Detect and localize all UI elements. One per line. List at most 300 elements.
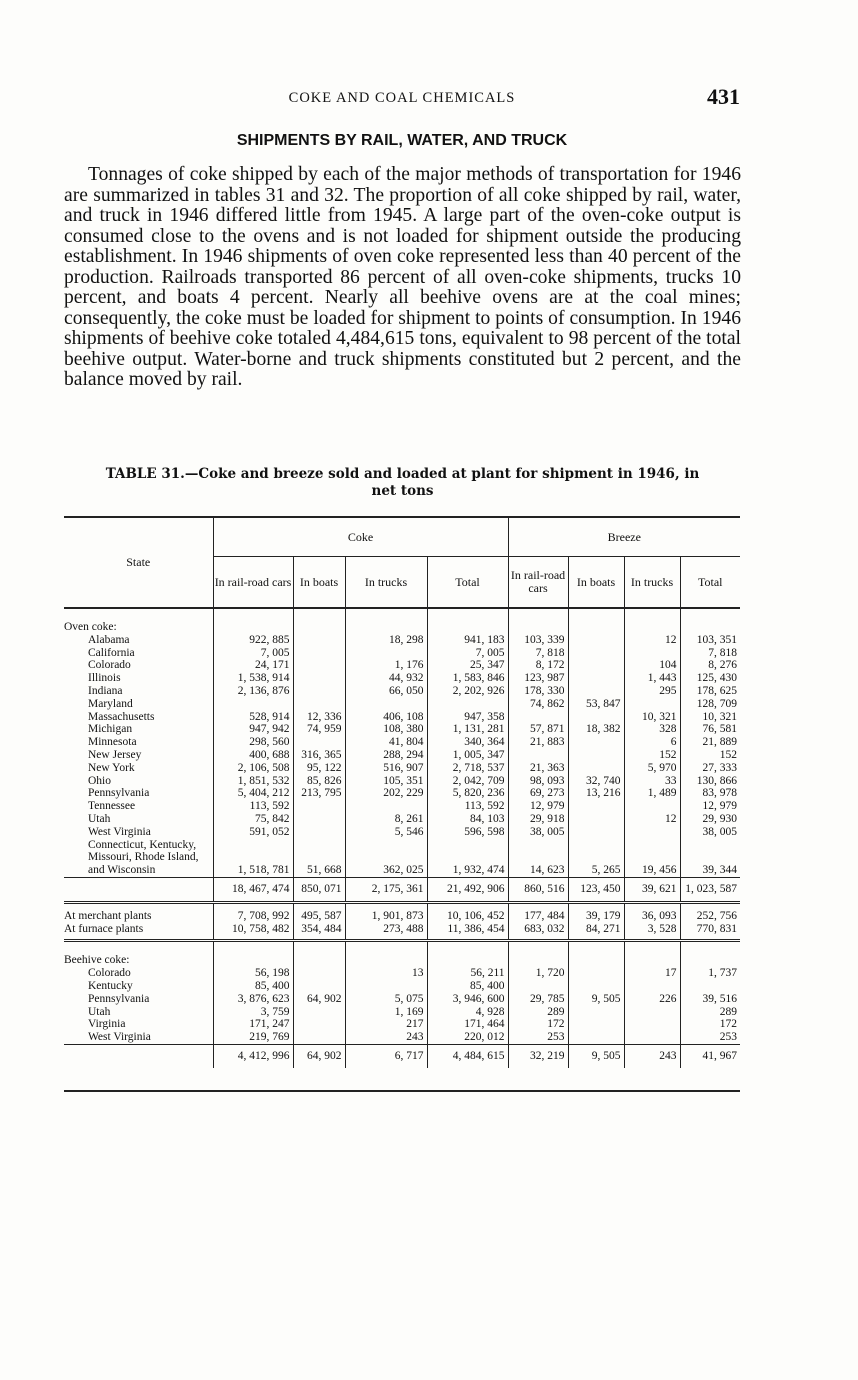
table-cell: 33 <box>624 775 680 788</box>
table-cell: 18, 382 <box>568 723 624 736</box>
table-cell: 7, 708, 992 <box>213 902 293 922</box>
table-cell: 2, 175, 361 <box>345 877 427 902</box>
running-title: COKE AND COAL CHEMICALS <box>288 90 516 106</box>
table-cell <box>568 967 624 980</box>
table-cell <box>624 826 680 839</box>
table-cell: 4, 928 <box>427 1006 508 1019</box>
table-cell: 11, 386, 454 <box>427 923 508 941</box>
table-cell: 10, 106, 452 <box>427 902 508 922</box>
group-label-row <box>64 608 740 634</box>
table-cell: 226 <box>624 993 680 1006</box>
table-cell: 95, 122 <box>293 762 345 775</box>
table-cell: 941, 183 <box>427 634 508 647</box>
table-cell: 1, 737 <box>680 967 740 980</box>
table-cell: 528, 914 <box>213 711 293 724</box>
table-cell: 2, 136, 876 <box>213 685 293 698</box>
table-caption-line2: net tons <box>371 483 434 499</box>
table-cell: 516, 907 <box>345 762 427 775</box>
table-cell: 495, 587 <box>293 902 345 922</box>
table-cell: 85, 826 <box>293 775 345 788</box>
table-cell: 64, 902 <box>293 1044 345 1067</box>
table-cell: 105, 351 <box>345 775 427 788</box>
table-cell: 66, 050 <box>345 685 427 698</box>
section-heading: SHIPMENTS BY RAIL, WATER, AND TRUCK <box>236 132 568 149</box>
table-cell: 5, 075 <box>345 993 427 1006</box>
table-cell: 113, 592 <box>213 800 293 813</box>
table-cell: 947, 358 <box>427 711 508 724</box>
row-label: Massachusetts <box>88 710 155 723</box>
row-label: Oven coke: <box>64 621 117 633</box>
table-cell: 18, 467, 474 <box>213 877 293 902</box>
row-label: Utah <box>88 812 111 825</box>
table-cell: 4, 484, 615 <box>427 1044 508 1067</box>
table-cell: 2, 202, 926 <box>427 685 508 698</box>
table-cell: 74, 862 <box>508 698 568 711</box>
table-row <box>64 723 740 736</box>
table-cell: 24, 171 <box>213 659 293 672</box>
table-cell: 21, 363 <box>508 762 568 775</box>
table-cell: 596, 598 <box>427 826 508 839</box>
table-row <box>64 634 740 647</box>
group-label-row <box>64 941 740 967</box>
table-cell: 1, 851, 532 <box>213 775 293 788</box>
table-row <box>64 711 740 724</box>
table-cell: 1, 583, 846 <box>427 672 508 685</box>
table-cell: 76, 581 <box>680 723 740 736</box>
table-cell <box>568 672 624 685</box>
table-cell: 252, 756 <box>680 902 740 922</box>
table-cell: 340, 364 <box>427 736 508 749</box>
table-row <box>64 775 740 788</box>
table-cell: 75, 842 <box>213 813 293 826</box>
table-cell <box>568 608 624 634</box>
table-cell: 6 <box>624 736 680 749</box>
table-cell: 51, 668 <box>293 839 345 878</box>
column-header: In boats <box>293 557 345 609</box>
table-cell: 5, 970 <box>624 762 680 775</box>
table-cell: 53, 847 <box>568 698 624 711</box>
table-cell <box>568 980 624 993</box>
table-cell <box>213 941 293 967</box>
table-cell: 2, 718, 537 <box>427 762 508 775</box>
table-cell: 289 <box>508 1006 568 1019</box>
table-cell <box>568 1006 624 1019</box>
table-cell: 128, 709 <box>680 698 740 711</box>
table-cell: 8, 261 <box>345 813 427 826</box>
table-row <box>64 923 740 941</box>
table-cell <box>680 608 740 634</box>
table-cell <box>427 608 508 634</box>
running-header <box>64 84 740 112</box>
table-cell: 12 <box>624 813 680 826</box>
table-cell: 12, 979 <box>508 800 568 813</box>
row-label: At furnace plants <box>64 923 213 941</box>
row-label: Indiana <box>88 684 123 697</box>
table-cell: 316, 365 <box>293 749 345 762</box>
table-cell: 172 <box>508 1018 568 1031</box>
table-cell <box>293 647 345 660</box>
table-cell: 1, 932, 474 <box>427 839 508 878</box>
breeze-group-header: Breeze <box>508 517 740 557</box>
table-cell: 41, 804 <box>345 736 427 749</box>
table-cell: 178, 625 <box>680 685 740 698</box>
table-cell: 3, 759 <box>213 1006 293 1019</box>
table-cell: 683, 032 <box>508 923 568 941</box>
table-body <box>64 608 740 1068</box>
table-cell <box>508 941 568 967</box>
table-cell: 38, 005 <box>508 826 568 839</box>
table-cell: 38, 005 <box>680 826 740 839</box>
table-cell: 5, 546 <box>345 826 427 839</box>
table-cell: 1, 005, 347 <box>427 749 508 762</box>
table-cell: 1, 720 <box>508 967 568 980</box>
table-cell <box>624 1006 680 1019</box>
table-cell: 123, 987 <box>508 672 568 685</box>
row-label: Colorado <box>88 659 131 672</box>
table-cell <box>508 749 568 762</box>
table-row <box>64 672 740 685</box>
table-row <box>64 980 740 993</box>
table-cell: 295 <box>624 685 680 698</box>
table-row <box>64 1031 740 1044</box>
table-row <box>64 736 740 749</box>
table-cell: 1, 176 <box>345 659 427 672</box>
table-cell: 12, 336 <box>293 711 345 724</box>
table-cell: 289 <box>680 1006 740 1019</box>
table-cell: 5, 820, 236 <box>427 787 508 800</box>
table-cell: 1, 443 <box>624 672 680 685</box>
table-cell <box>568 736 624 749</box>
table-cell <box>345 698 427 711</box>
table-cell: 39, 344 <box>680 839 740 878</box>
table-cell: 922, 885 <box>213 634 293 647</box>
table-cell <box>680 980 740 993</box>
table-cell: 7, 818 <box>508 647 568 660</box>
table-cell <box>293 698 345 711</box>
table-bottom-rule <box>64 1090 740 1092</box>
table-cell: 770, 831 <box>680 923 740 941</box>
table-row <box>64 826 740 839</box>
table-cell <box>624 800 680 813</box>
table-cell: 21, 492, 906 <box>427 877 508 902</box>
table-cell: 5, 404, 212 <box>213 787 293 800</box>
table-cell <box>293 659 345 672</box>
table-row <box>64 698 740 711</box>
total-row <box>64 1044 740 1067</box>
table-cell: 74, 959 <box>293 723 345 736</box>
table-cell: 56, 211 <box>427 967 508 980</box>
table-cell: 591, 052 <box>213 826 293 839</box>
table-cell <box>568 685 624 698</box>
row-label: Virginia <box>88 1018 126 1031</box>
table-cell: 84, 103 <box>427 813 508 826</box>
table-cell: 947, 942 <box>213 723 293 736</box>
table-row <box>64 902 740 922</box>
row-label: New York <box>88 761 135 774</box>
table-cell: 103, 339 <box>508 634 568 647</box>
table-cell: 19, 456 <box>624 839 680 878</box>
table-cell: 178, 330 <box>508 685 568 698</box>
table-cell: 41, 967 <box>680 1044 740 1067</box>
table-cell: 152 <box>680 749 740 762</box>
table-row <box>64 813 740 826</box>
row-label: Michigan <box>88 723 133 736</box>
column-header: Total <box>680 557 740 609</box>
table-caption-line1: TABLE 31.—Coke and breeze sold and loaded at plant for shipment in 1946, in <box>105 466 700 482</box>
table-cell <box>680 941 740 967</box>
table-cell: 3, 876, 623 <box>213 993 293 1006</box>
row-label: Connecticut, Kentucky, Missouri, Rhode Island, and Wisconsin <box>88 838 199 877</box>
table-cell <box>568 762 624 775</box>
table-cell: 10, 758, 482 <box>213 923 293 941</box>
column-header: In rail-road cars <box>508 557 568 609</box>
row-label: Alabama <box>88 633 130 646</box>
table-row <box>64 967 740 980</box>
table-cell: 2, 042, 709 <box>427 775 508 788</box>
table-cell: 217 <box>345 1018 427 1031</box>
table-cell: 406, 108 <box>345 711 427 724</box>
table-cell <box>213 698 293 711</box>
table-cell <box>568 634 624 647</box>
row-label: California <box>88 646 135 659</box>
table-cell: 44, 932 <box>345 672 427 685</box>
table-cell: 9, 505 <box>568 1044 624 1067</box>
table-cell: 9, 505 <box>568 993 624 1006</box>
row-label: West Virginia <box>88 1031 151 1044</box>
table-cell: 25, 347 <box>427 659 508 672</box>
table-cell: 69, 273 <box>508 787 568 800</box>
table-cell: 1, 901, 873 <box>345 902 427 922</box>
table-cell: 83, 978 <box>680 787 740 800</box>
table-cell <box>624 698 680 711</box>
table-cell: 10, 321 <box>624 711 680 724</box>
table-cell: 171, 464 <box>427 1018 508 1031</box>
table-cell: 8, 172 <box>508 659 568 672</box>
table-cell <box>568 647 624 660</box>
table-cell: 8, 276 <box>680 659 740 672</box>
row-label: Kentucky <box>88 979 133 992</box>
row-label <box>64 877 213 902</box>
table-cell: 7, 005 <box>427 647 508 660</box>
table-cell <box>427 698 508 711</box>
table-cell: 7, 818 <box>680 647 740 660</box>
table-cell <box>508 980 568 993</box>
row-label: New Jersey <box>88 748 142 761</box>
table-cell <box>293 608 345 634</box>
row-label: Pennsylvania <box>88 787 150 800</box>
table-cell: 362, 025 <box>345 839 427 878</box>
table-cell <box>624 1018 680 1031</box>
table-cell <box>427 941 508 967</box>
row-label: Beehive coke: <box>64 954 130 967</box>
table-cell <box>293 826 345 839</box>
coke-breeze-table <box>64 516 740 1068</box>
table-cell: 113, 592 <box>427 800 508 813</box>
table-cell: 130, 866 <box>680 775 740 788</box>
table-cell <box>568 1018 624 1031</box>
table-cell: 3, 528 <box>624 923 680 941</box>
table-cell: 1, 023, 587 <box>680 877 740 902</box>
table-cell: 13, 216 <box>568 787 624 800</box>
table-cell <box>293 967 345 980</box>
table-cell <box>508 608 568 634</box>
table-cell: 39, 179 <box>568 902 624 922</box>
column-header: In trucks <box>624 557 680 609</box>
table-cell: 36, 093 <box>624 902 680 922</box>
table-cell: 172 <box>680 1018 740 1031</box>
table-cell: 253 <box>680 1031 740 1044</box>
table-cell: 1, 169 <box>345 1006 427 1019</box>
table-cell: 85, 400 <box>427 980 508 993</box>
table-cell: 29, 930 <box>680 813 740 826</box>
table-cell <box>568 826 624 839</box>
table-row <box>64 659 740 672</box>
table-cell: 243 <box>624 1044 680 1067</box>
table-cell <box>293 813 345 826</box>
table-cell: 3, 946, 600 <box>427 993 508 1006</box>
table-cell: 29, 918 <box>508 813 568 826</box>
table-cell: 21, 889 <box>680 736 740 749</box>
table-row <box>64 1018 740 1031</box>
table-cell <box>293 736 345 749</box>
row-label: Tennessee <box>88 800 136 813</box>
table-cell <box>568 749 624 762</box>
column-header: In rail-road cars <box>213 557 293 609</box>
table-cell: 12 <box>624 634 680 647</box>
row-label: West Virginia <box>88 825 151 838</box>
table-cell: 98, 093 <box>508 775 568 788</box>
table-cell: 108, 380 <box>345 723 427 736</box>
table-cell: 152 <box>624 749 680 762</box>
table-cell: 123, 450 <box>568 877 624 902</box>
table-cell: 27, 333 <box>680 762 740 775</box>
table-cell <box>293 941 345 967</box>
table-cell <box>568 659 624 672</box>
table-cell: 400, 688 <box>213 749 293 762</box>
table-cell: 4, 412, 996 <box>213 1044 293 1067</box>
table-cell: 57, 871 <box>508 723 568 736</box>
table-row <box>64 800 740 813</box>
table-cell <box>624 608 680 634</box>
page-number: 431 <box>707 84 740 109</box>
table-row <box>64 762 740 775</box>
table-row <box>64 1006 740 1019</box>
table-cell: 273, 488 <box>345 923 427 941</box>
table-cell <box>293 1006 345 1019</box>
table-row <box>64 839 740 878</box>
table-cell: 84, 271 <box>568 923 624 941</box>
table-cell: 64, 902 <box>293 993 345 1006</box>
table-cell <box>624 647 680 660</box>
table-cell: 125, 430 <box>680 672 740 685</box>
table-cell <box>624 1031 680 1044</box>
table-cell <box>293 685 345 698</box>
table-row <box>64 647 740 660</box>
table-cell: 1, 489 <box>624 787 680 800</box>
table-cell: 21, 883 <box>508 736 568 749</box>
row-label: Maryland <box>88 697 133 710</box>
table-cell: 5, 265 <box>568 839 624 878</box>
row-label: Ohio <box>88 774 111 787</box>
table-cell: 104 <box>624 659 680 672</box>
table-cell: 7, 005 <box>213 647 293 660</box>
table-cell <box>345 941 427 967</box>
table-cell <box>293 980 345 993</box>
table-cell <box>624 941 680 967</box>
table-row <box>64 749 740 762</box>
table-cell: 14, 623 <box>508 839 568 878</box>
table-cell: 1, 518, 781 <box>213 839 293 878</box>
table-cell <box>568 711 624 724</box>
table-cell <box>345 647 427 660</box>
table-cell: 13 <box>345 967 427 980</box>
table-cell: 6, 717 <box>345 1044 427 1067</box>
table-cell: 1, 538, 914 <box>213 672 293 685</box>
table-cell <box>568 941 624 967</box>
table-cell <box>293 1031 345 1044</box>
table-cell: 850, 071 <box>293 877 345 902</box>
row-label: Utah <box>88 1005 111 1018</box>
table-cell <box>568 1031 624 1044</box>
table-cell <box>293 634 345 647</box>
table-cell <box>508 711 568 724</box>
table-cell <box>345 608 427 634</box>
table-cell <box>624 980 680 993</box>
table-cell: 39, 621 <box>624 877 680 902</box>
table-caption <box>64 466 741 500</box>
coke-group-header: Coke <box>213 517 508 557</box>
state-column-header: State <box>64 517 213 608</box>
table-cell: 298, 560 <box>213 736 293 749</box>
row-label: Illinois <box>88 672 121 685</box>
row-label <box>64 1044 213 1067</box>
table-cell: 253 <box>508 1031 568 1044</box>
row-label: At merchant plants <box>64 909 152 922</box>
table-cell <box>293 1018 345 1031</box>
table-cell: 213, 795 <box>293 787 345 800</box>
table-cell <box>568 800 624 813</box>
table-cell: 171, 247 <box>213 1018 293 1031</box>
table-cell: 39, 516 <box>680 993 740 1006</box>
table-cell: 32, 740 <box>568 775 624 788</box>
table-cell: 860, 516 <box>508 877 568 902</box>
table-cell: 177, 484 <box>508 902 568 922</box>
column-header: In boats <box>568 557 624 609</box>
table-cell: 32, 219 <box>508 1044 568 1067</box>
table-row <box>64 993 740 1006</box>
table-cell <box>293 800 345 813</box>
subtotal-row <box>64 877 740 902</box>
column-header: In trucks <box>345 557 427 609</box>
table-cell: 219, 769 <box>213 1031 293 1044</box>
table-cell <box>568 813 624 826</box>
row-label: Pennsylvania <box>88 992 150 1005</box>
row-label: Minnesota <box>88 736 137 749</box>
table-cell: 56, 198 <box>213 967 293 980</box>
table-cell: 354, 484 <box>293 923 345 941</box>
table-row <box>64 685 740 698</box>
column-header: Total <box>427 557 508 609</box>
table-cell: 328 <box>624 723 680 736</box>
table-cell: 17 <box>624 967 680 980</box>
table-cell: 18, 298 <box>345 634 427 647</box>
table-cell <box>293 672 345 685</box>
table-cell: 1, 131, 281 <box>427 723 508 736</box>
table-cell: 220, 012 <box>427 1031 508 1044</box>
table-row <box>64 787 740 800</box>
table-cell: 2, 106, 508 <box>213 762 293 775</box>
table-cell: 103, 351 <box>680 634 740 647</box>
